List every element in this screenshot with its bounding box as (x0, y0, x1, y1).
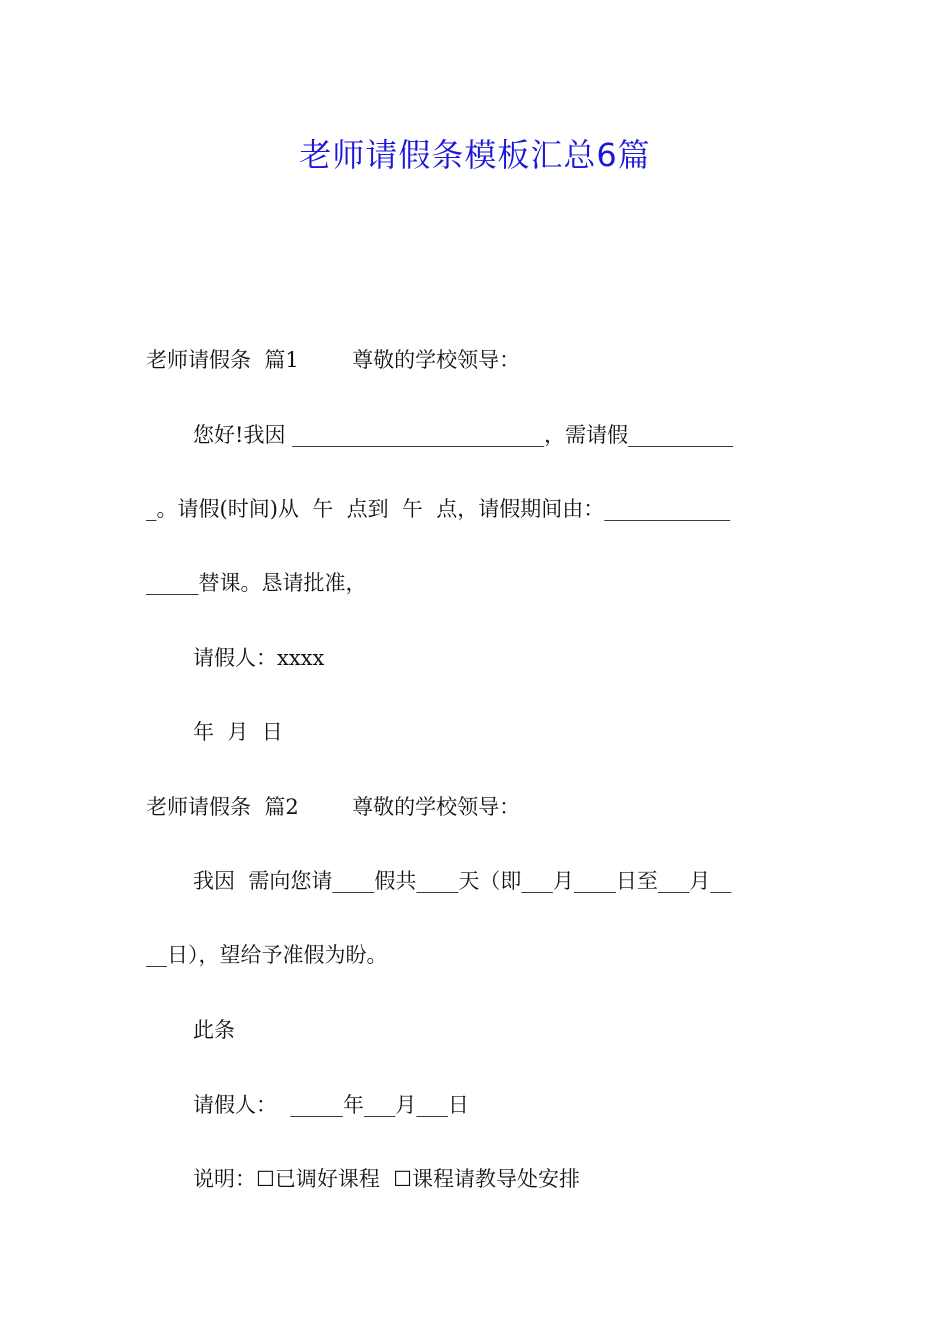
section2-line1: 我因 需向您请____假共____天（即___月____日至___月__ (193, 869, 732, 893)
section1-requester: 请假人：xxxx (193, 646, 325, 670)
section2-line2: __日），望给予准假为盼。 (146, 943, 388, 967)
section2-requester: 请假人： _____年___月___日 (193, 1093, 469, 1117)
page-title: 老师请假条模板汇总6篇 (299, 136, 651, 174)
section1-line3: _____替课。恳请批准， (146, 571, 367, 595)
section2-note: 说明：☐已调好课程 ☐课程请教导处安排 (193, 1167, 581, 1191)
section1-line2: _。请假(时间)从 午 点到 午 点，请假期间由：____________ (146, 497, 731, 521)
section2-heading: 老师请假条 篇2 尊敬的学校领导： (146, 795, 521, 819)
section1-date: 年 月 日 (193, 720, 283, 744)
section1-line1: 您好!我因 ________________________，需请假__________ (193, 423, 734, 447)
section1-heading: 老师请假条 篇1 尊敬的学校领导： (146, 348, 521, 372)
section2-closing: 此条 (193, 1018, 235, 1042)
